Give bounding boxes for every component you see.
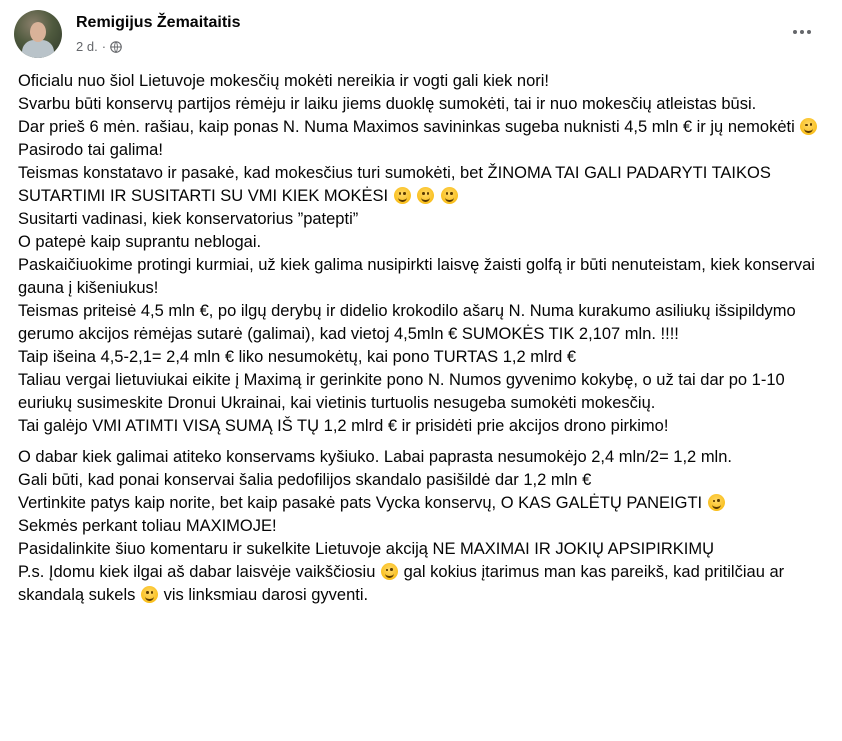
globe-icon[interactable] [110, 41, 122, 53]
post-line: Taip išeina 4,5-2,1= 2,4 mln € liko nesumokėtų, kai pono TURTAS 1,2 mlrd € [18, 348, 577, 366]
post-body [18, 70, 830, 607]
post-line: Teismas priteisė 4,5 mln €, po ilgų derybų ir didelio krokodilo ašarų N. Numa kurakumo asiliukų išsipildymo gerumo akcijos rėmėjas sutarė (galimai), kad vietoj 4,5mln € SUMOKĖS TIK 2,107 mln. !!!! [18, 302, 796, 343]
post-line: O dabar kiek galimai atiteko konservams kyšiuko. Labai paprasta nesumokėjo 2,4 mln/2= 1,2 mln. [18, 448, 732, 466]
post-line: Tai galėjo VMI ATIMTI VISĄ SUMĄ IŠ TŲ 1,2 mlrd € ir prisidėti prie akcijos drono pirkimo! [18, 417, 669, 435]
post-header [14, 8, 828, 60]
avatar[interactable] [14, 10, 62, 58]
post-line: Oficialu nuo šiol Lietuvoje mokesčių mokėti nereikia ir vogti gali kiek nori! [18, 72, 549, 90]
wink-emoji-icon [708, 494, 725, 511]
post-line: Pasirodo tai galima! [18, 141, 163, 159]
post-line: Paskaičiuokime protingi kurmiai, už kiek galima nusipirkti laisvę žaisti golfą ir būti nenuteistam, kiek konservai gauna į kišeniukus! [18, 256, 815, 297]
smile-emoji-icon [394, 187, 411, 204]
post-time[interactable]: 2 d. [76, 39, 98, 54]
post-meta: 2 d. · [76, 39, 122, 54]
wink-emoji-icon [381, 563, 398, 580]
post-line: Pasidalinkite šiuo komentaru ir sukelkite Lietuvoje akciją NE MAXIMAI IR JOKIŲ APSIPIRKIMŲ [18, 540, 715, 558]
post-line: Svarbu būti konservų partijos rėmėju ir laiku jiems duoklę sumokėti, tai ir nuo mokesčių atleistas būsi. [18, 95, 757, 113]
post-line: Sekmės perkant toliau MAXIMOJE! [18, 517, 277, 535]
author-name[interactable]: Remigijus Žemaitaitis [76, 14, 241, 31]
wink-emoji-icon [800, 118, 817, 135]
more-options-icon[interactable] [784, 18, 820, 46]
post-line: Susitarti vadinasi, kiek konservatorius ”patepti” [18, 210, 359, 228]
smile-emoji-icon [441, 187, 458, 204]
post-line: Gali būti, kad ponai konservai šalia pedofilijos skandalo pasišildė dar 1,2 mln € [18, 471, 592, 489]
post-line: Vertinkite patys kaip norite, bet kaip pasakė pats Vycka konservų, O KAS GALĖTŲ PANEIGTI [18, 492, 830, 515]
post-line: Dar prieš 6 mėn. rašiau, kaip ponas N. Numa Maximos savininkas sugeba nuknisti 4,5 mln € ir jų nemokėti [18, 116, 830, 139]
smile-emoji-icon [141, 586, 158, 603]
post-line: O patepė kaip suprantu neblogai. [18, 233, 262, 251]
post-line: Taliau vergai lietuviukai eikite į Maximą ir gerinkite pono N. Numos gyvenimo kokybę, o už tai dar po 1-10 euriukų susimeskite Dronui Ukrainai, kai vietinis turtuolis nesugeba sumokėti mokesčių. [18, 371, 785, 412]
post-line: P.s. Įdomu kiek ilgai aš dabar laisvėje vaikščiosiu gal kokius įtarimus man kas pareikš, kad pritilčiau ar skandalą sukels vis linksmiau darosi gyventi. [18, 563, 785, 604]
post-line: Teismas konstatavo ir pasakė, kad mokesčius turi sumokėti, bet ŽINOMA TAI GALI PADARYTI TAIKOS SUTARTIMI IR SUSITARTI SU VMI KIEK MOKĖSI [18, 164, 771, 205]
smile-emoji-icon [417, 187, 434, 204]
